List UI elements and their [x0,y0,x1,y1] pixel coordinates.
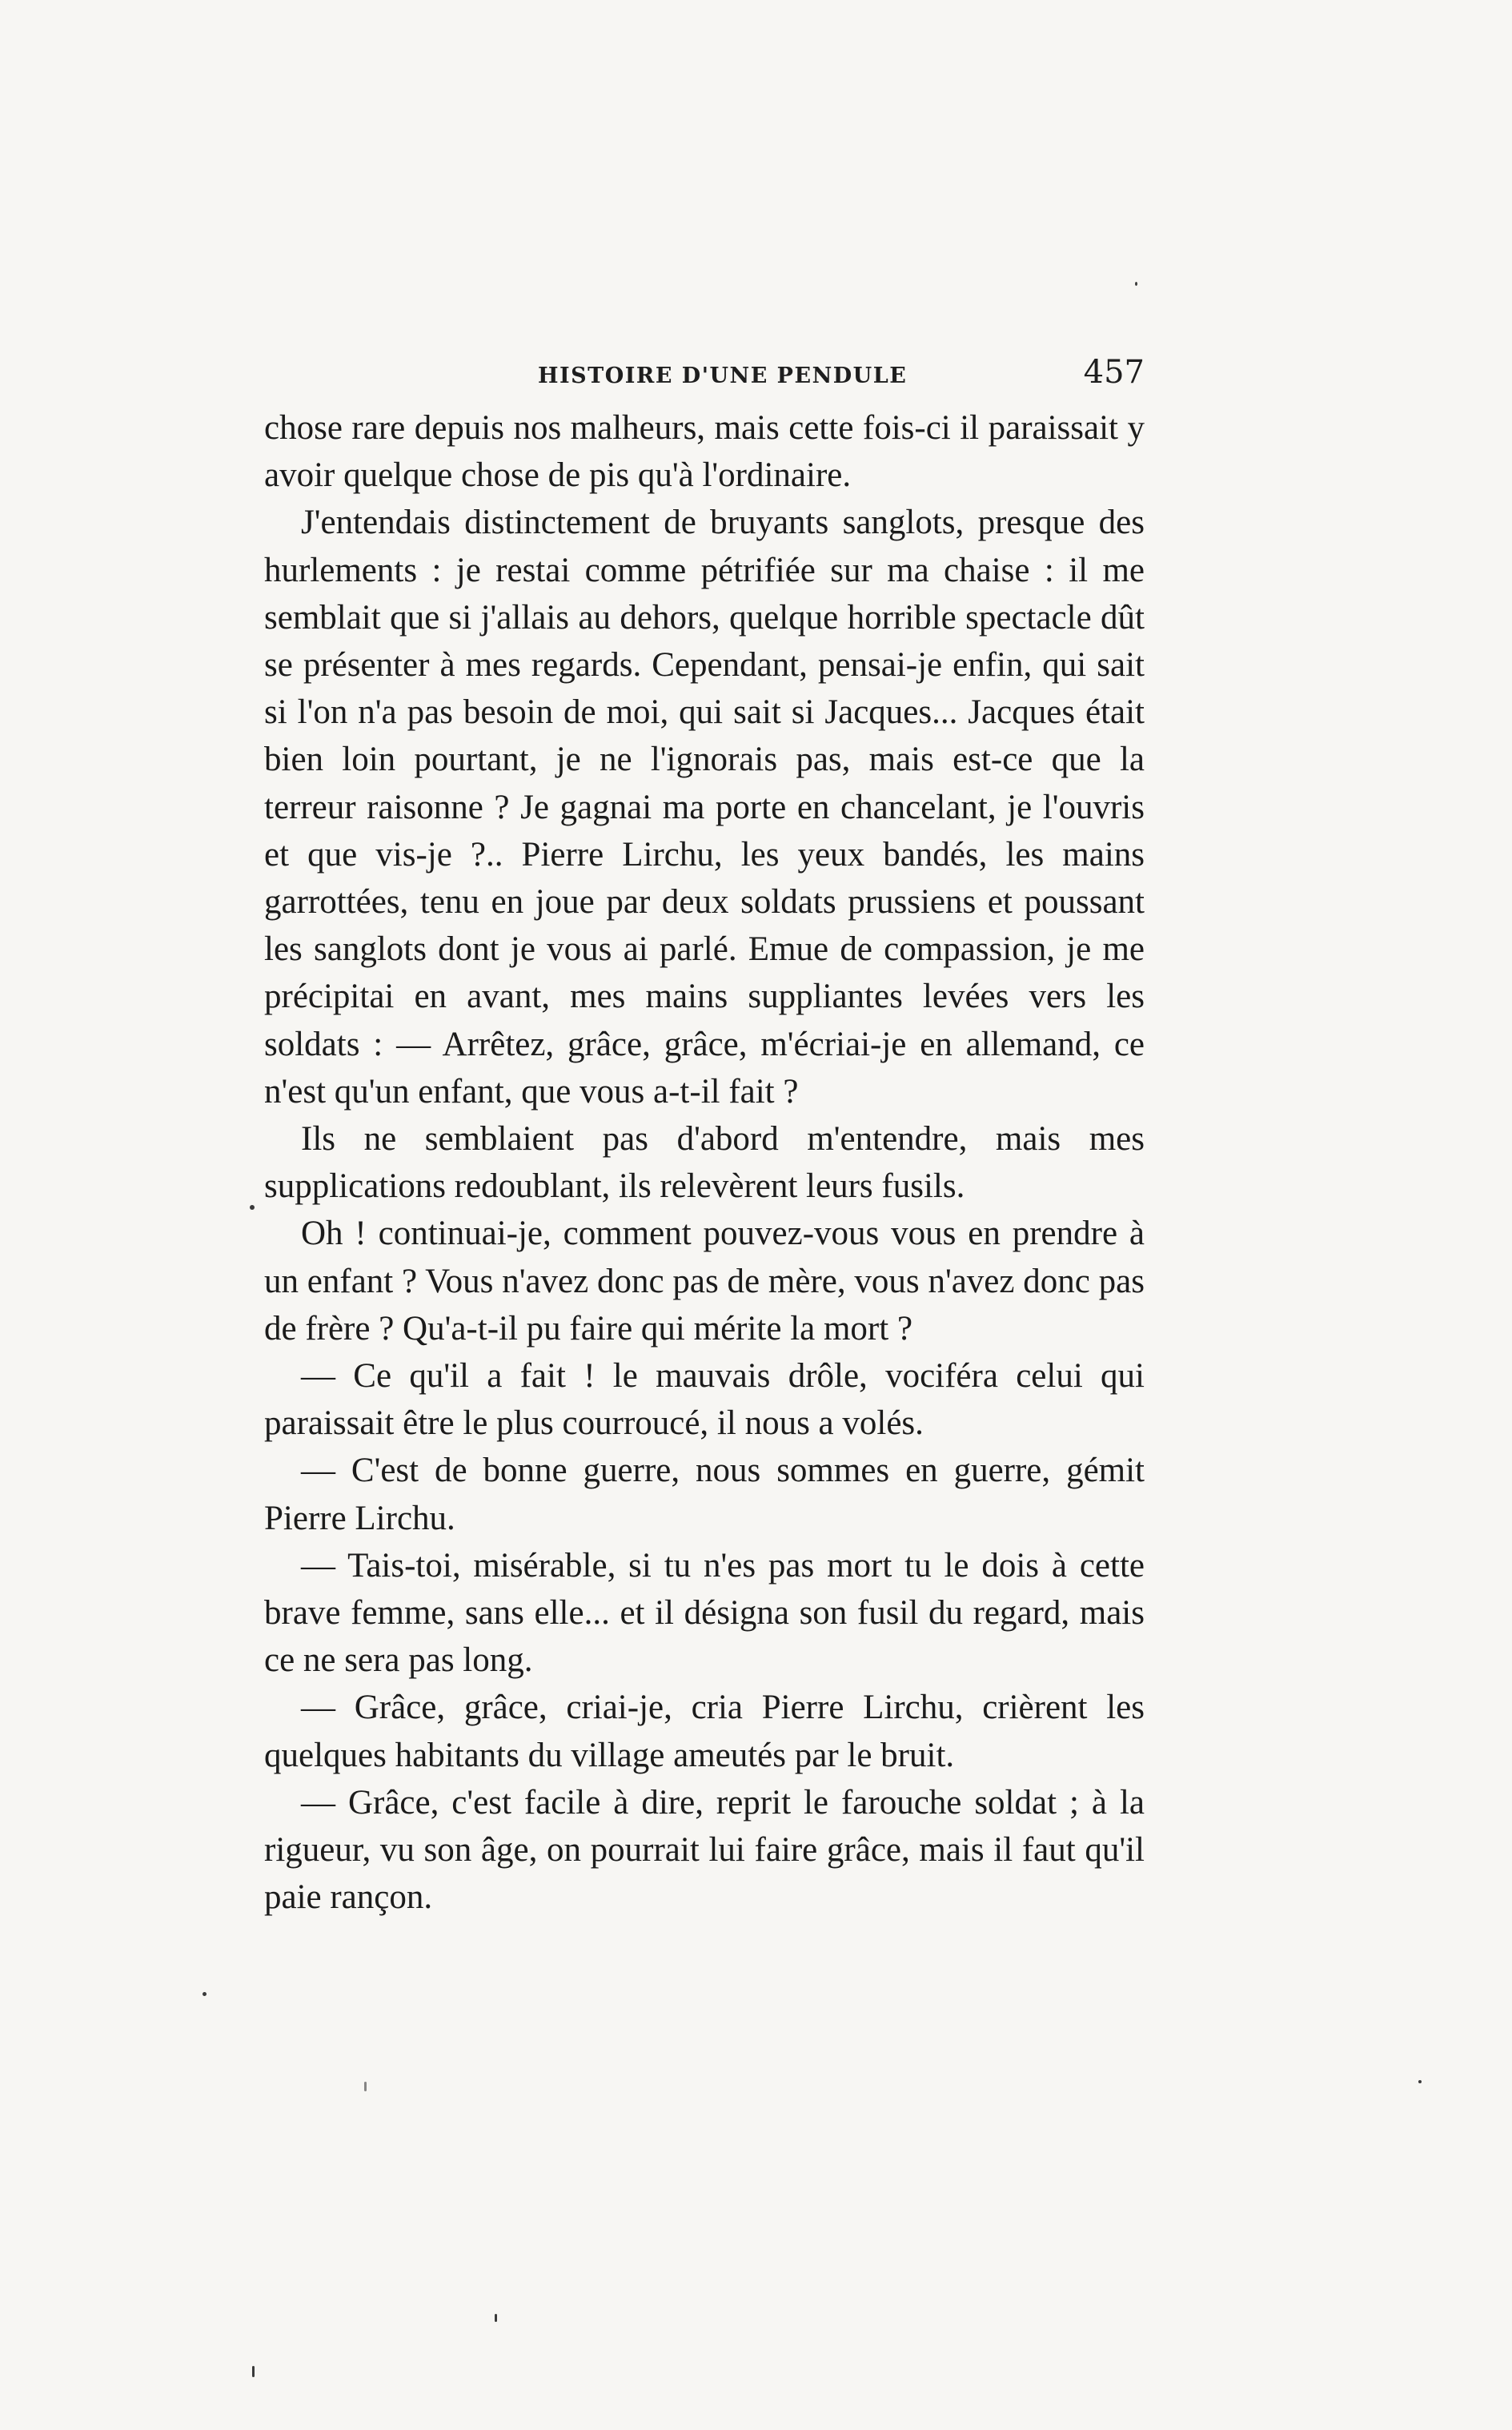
paragraph: chose rare depuis nos malheurs, mais cette fois-ci il paraissait y avoir quelque chose de pis qu'à l'ordinaire. [264,409,1145,495]
paper-speck [1135,282,1137,286]
page-number: 457 [1083,354,1145,391]
paragraph: J'entendais distinctement de bruyants sanglots, presque des hurlements : je restai comme pétrifiée sur ma chaise : il me semblait que si j'allais au dehors, quelque horrible spectacle dût se présenter à mes regards. Cependant, pensai-je enfin, qui sait si l'on n'a pas besoin de moi, qui sait si Jacques... Jacques était bien loin pourtant, je ne l'ignorais pas, mais est-ce que la terreur raisonne ? Je gagnai ma porte en chancelant, je l'ouvris et que vis-je ?.. Pierre Lirchu, les yeux bandés, les mains garrottées, tenu en joue par deux soldats prussiens et poussant les sanglots dont je vous ai parlé. Emue de compassion, je me précipitai en avant, mes mains suppliantes levées vers les soldats : — Arrêtez, grâce, grâce, m'écriai-je en allemand, ce n'est qu'un enfant, que vous a-t-il fait ? [264,504,1145,1111]
paper-speck [1418,2080,1422,2083]
paper-speck [252,2366,255,2377]
paragraph: Ils ne semblaient pas d'abord m'entendre, mais mes supplications redoublant, ils relevèrent leurs fusils. [264,1120,1145,1206]
paragraph: — Ce qu'il a fait ! le mauvais drôle, vociféra celui qui paraissait être le plus courroucé, il nous a volés. [264,1357,1145,1443]
paragraph: — Grâce, grâce, criai-je, cria Pierre Lirchu, crièrent les quelques habitants du village ameutés par le bruit. [264,1689,1145,1774]
paper-speck [495,2314,497,2322]
paper-speck [250,1205,255,1210]
paper-speck [203,1992,207,1996]
body-text [264,404,1145,1922]
paragraph: — Grâce, c'est facile à dire, reprit le farouche soldat ; à la rigueur, vu son âge, on pourrait lui faire grâce, mais il faut qu'il paie rançon. [264,1783,1145,1917]
paragraph: — C'est de bonne guerre, nous sommes en guerre, gémit Pierre Lirchu. [264,1452,1145,1537]
running-title: HISTOIRE D'UNE PENDULE [538,363,908,388]
page-header [264,354,1145,402]
paragraph: Oh ! continuai-je, comment pouvez-vous vous en prendre à un enfant ? Vous n'avez donc pas de mère, vous n'avez donc pas de frère ? Qu'a-t-il pu faire qui mérite la mort ? [264,1215,1145,1348]
paper-speck [364,2082,367,2091]
paragraph: — Tais-toi, misérable, si tu n'es pas mort tu le dois à cette brave femme, sans elle... et il désigna son fusil du regard, mais ce ne sera pas long. [264,1546,1145,1680]
